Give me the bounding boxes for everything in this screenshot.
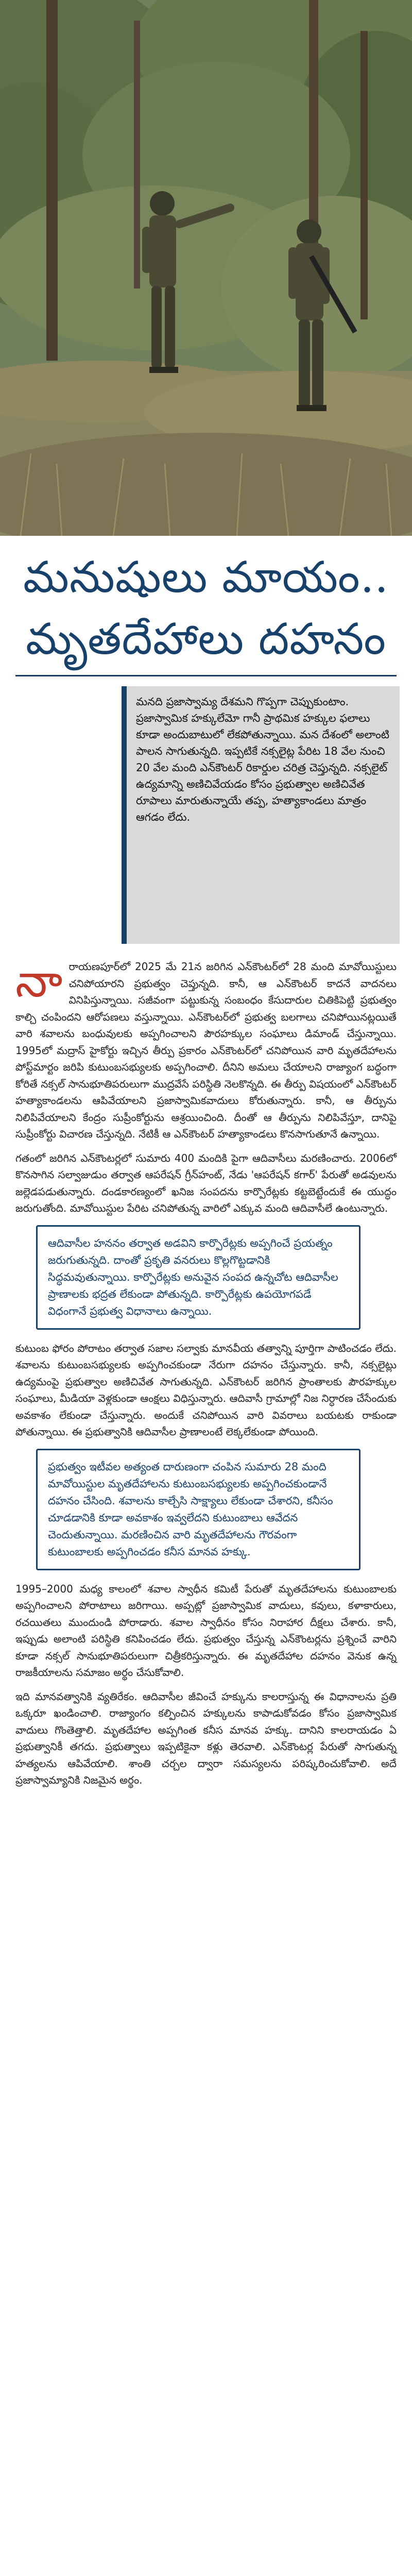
paragraph-5: ఇది మానవత్వానికి వ్యతిరేకం. ఆదివాసీల జీవించే హక్కును కాలరాస్తున్న ఈ విధానాలను ప్రతి ఒక్కరూ ఖండించాలి. రాజ్యాంగం కల్పించిన హక్కులను కాపాడుకోవడం కోసం ప్రజాస్వామిక వాదులు గొంతెత్తాలి. మృతదేహాల అప్పగింత కనీస మానవ హక్కు. దానిని కాలరాయడం ఏ ప్రభుత్వానికీ తగదు. ప్రభుత్వాలు ఇప్పటికైనా కళ్లు తెరవాలి. ఎన్‌కౌంటర్ల పేరుతో సాగుతున్న హత్యలను ఆపివేయాలి. శాంతి చర్చల ద్వారా సమస్యలను పరిష్కరించుకోవాలి. అదే ప్రజాస్వామ్యానికి నిజమైన అర్థం. — [15, 1690, 397, 1786]
dropcap: నా — [15, 954, 63, 1007]
summary-box — [122, 686, 400, 944]
paragraph-1-text: రాయణపూర్‌లో 2025 మే 21న జరిగిన ఎన్‌కౌంటర్‌లో 28 మంది మావోయిస్టులు చనిపోయారని ప్రభుత్వం చెప్తున్నది. కానీ, ఆ ఎన్‌కౌంటర్ కాదనే వాదనలు వినిపిస్తున్నాయి. సజీవంగా పట్టుకున్న సంబంధం కేసుదారుల చితికిపెట్టి ప్రభుత్వం కాల్చి చంపిందని ఆరోపణలు వస్తున్నాయి. ఎన్‌కౌంటర్‌లో ప్రభుత్వ బలగాలు చనిపోయినట్లయితే వారి శవాలను బంధువులకు అప్పగించాలని పౌరహక్కుల సంఘాలు డిమాండ్ చేస్తున్నాయి. 1995లో మద్రాస్ హైకోర్టు ఇచ్చిన తీర్పు ప్రకారం ఎన్‌కౌంటర్‌లో చనిపోయిన వారి మృతదేహాలను పోస్ట్‌మార్టం జరిపి కుటుంబసభ్యులకు అప్పగించాలి. దీనిని అమలు చేయాలని రాజ్యాంగ బద్ధంగా కోరితే నక్సల్ సానుభూతిపరులుగా ముద్రవేసే పరిస్థితి నెలకొన్నది. ఈ తీర్పు విషయంలో ఎన్‌కౌంటర్ హత్యాకాండలను ఆపివేయాలని ప్రజాస్వామికవాదులు కోరుతున్నారు. కానీ, ఆ తీర్పును నిలిపివేయాలని కేంద్రం సుప్రీంకోర్టును ఆశ్రయించింది. దీంతో ఆ తీర్పును నిలిపివేస్తూ, దానిపై సుప్రీంకోర్టు విచారణ చేస్తున్నది. నేటికీ ఆ ఎన్‌కౌంటర్ హత్యాకాండలు కొనసాగుతూనే ఉన్నాయి. — [15, 960, 397, 1140]
headline-line-1: మనుషులు మాయం.. — [23, 552, 389, 602]
headline-divider — [15, 675, 397, 676]
paragraph-3: కుటుంబ ఫోరం పోరాటం తర్వాత సజాల సల్వాకు మానవీయ తత్వాన్ని పూర్తిగా పాటించడం లేదు. శవాలను కుటుంబసభ్యులకు అప్పగించకుండా నేరుగా దహనం చేస్తున్నారు. కానీ, నక్సలైట్లు ఉద్యమంపై ప్రభుత్వాల అణిచివేత సాగుతున్నది. ఎన్‌కౌంటర్ జరిగిన ప్రాంతాలకు పౌరహక్కుల సంఘాలు, మీడియా వెళ్లకుండా ఆంక్షలు విధిస్తున్నారు. ఆదివాసీ గ్రామాల్లో నిజ నిర్ధారణ చేసేందుకు అవకాశం లేకుండా చేస్తున్నారు. అందుకే చనిపోయిన వారి వివరాలు బయటకు రాకుండా పోతున్నాయి. ఈ ప్రభుత్వానికి ఆదివాసీల ప్రాణాలంటే లెక్కలేకుండా పోయింది. — [15, 1342, 397, 1438]
pull-quote-2 — [36, 1449, 360, 1570]
article-body — [15, 954, 397, 1796]
article-headline — [0, 546, 412, 670]
pull-quote-1 — [36, 1225, 360, 1330]
pull-quote-2-text: ప్రభుత్వం ఇటీవల అత్యంత దారుణంగా చంపిన సుమారు 28 మంది మావోయిస్టుల మృతదేహాలను కుటుంబసభ్యులకు అప్పగించకుండానే దహనం చేసింది. శవాలను కాల్చేసి సాక్ష్యాలు లేకుండా చేశారని, కనీసం చూడడానికి కూడా అవకాశం ఇవ్వలేదని కుటుంబాలు ఆవేదన చెందుతున్నాయి. మరణించిన వారి మృతదేహాలను గౌరవంగా కుటుంబాలకు అప్పగించడం కనీస మానవ హక్కు. — [48, 1460, 333, 1558]
pull-quote-1-text: ఆదివాసీల హననం తర్వాత అడవిని కార్పొరేట్లకు అప్పగించే ప్రయత్నం జరుగుతున్నది. దాంతో ప్రకృతి వనరులు కొల్లగొట్టడానికి సిద్ధమవుతున్నాయి. కార్పొరేట్లకు అనువైన సంపద ఉన్నచోట ఆదివాసీల ప్రాణాలకు భద్రత లేకుండా పోతున్నది. కార్పొరేట్లకు ఉపయోగపడే విధంగానే ప్రభుత్వ విధానాలు ఉన్నాయి. — [48, 1236, 338, 1317]
forest-photo-illustration — [0, 0, 412, 536]
headline-line-2: మృతదేహాలు దహనం — [26, 614, 386, 664]
paragraph-4: 1995–2000 మధ్య కాలంలో శవాల స్వాధీన కమిటీ పేరుతో మృతదేహాలను కుటుంబాలకు అప్పగించాలని పోరాటాలు జరిగాయి. అప్పట్లో ప్రజాస్వామిక వాదులు, కవులు, కళాకారులు, రచయితలు ముందుండి పోరాడారు. శవాల స్వాధీనం కోసం నిరాహార దీక్షలు చేశారు. కానీ, ఇప్పుడు అలాంటి పరిస్థితి కనిపించడం లేదు. ప్రభుత్వం చేస్తున్న ఎన్‌కౌంటర్లను ప్రశ్నించే వారిని కూడా నక్సల్ సానుభూతిపరులుగా చిత్రీకరిస్తున్నారు. ఈ మృతదేహాల దహనం వెనుక ఉన్న రాజకీయాలను సమాజం అర్థం చేసుకోవాలి. — [15, 1582, 397, 1679]
paragraph-2: గతంలో జరిగిన ఎన్‌కౌంటర్లలో సుమారు 400 మందికి పైగా ఆదివాసీలు మరణించారు. 2006లో కొనసాగిన సల్వాజుడుం తర్వాత ఆపరేషన్ గ్రీన్‌హంట్, నేడు 'ఆపరేషన్ కగార్' పేరుతో అడవులను జల్లెడపడుతున్నారు. దండకారణ్యంలో ఖనిజ సంపదను కార్పొరేట్లకు కట్టబెట్టేందుకే ఈ యుద్ధం జరుగుతోంది. మావోయిస్టుల పేరిట చనిపోతున్న వారిలో ఎక్కువ మంది ఆదివాసీలే ఉంటున్నారు. — [15, 1151, 397, 1214]
summary-text: మనది ప్రజాస్వామ్య దేశమని గొప్పగా చెప్పుకుంటాం. ప్రజాస్వామిక హక్కులేమో గానీ ప్రాథమిక హక్కుల ఫలాలు కూడా అందుబాటులో లేకపోతున్నాయి. మన దేశంలో అలాంటి పాలన సాగుతున్నది. ఇప్పటికే నక్సలైట్ల పేరిట 18 వేల నుంచి 20 వేల మంది ఎన్‌కౌంటర్ రికార్డుల చరిత్ర చెప్తున్నది. నక్సలైట్ ఉద్యమాన్ని అణిచివేయడం కోసం ప్రభుత్వాల అణిచివేత రూపాలు మారుతున్నాయే తప్ప, హత్యాకాండలు మాత్రం ఆగడం లేదు. — [136, 696, 389, 823]
paragraph-1 — [15, 954, 397, 1143]
article-photo — [0, 0, 412, 536]
